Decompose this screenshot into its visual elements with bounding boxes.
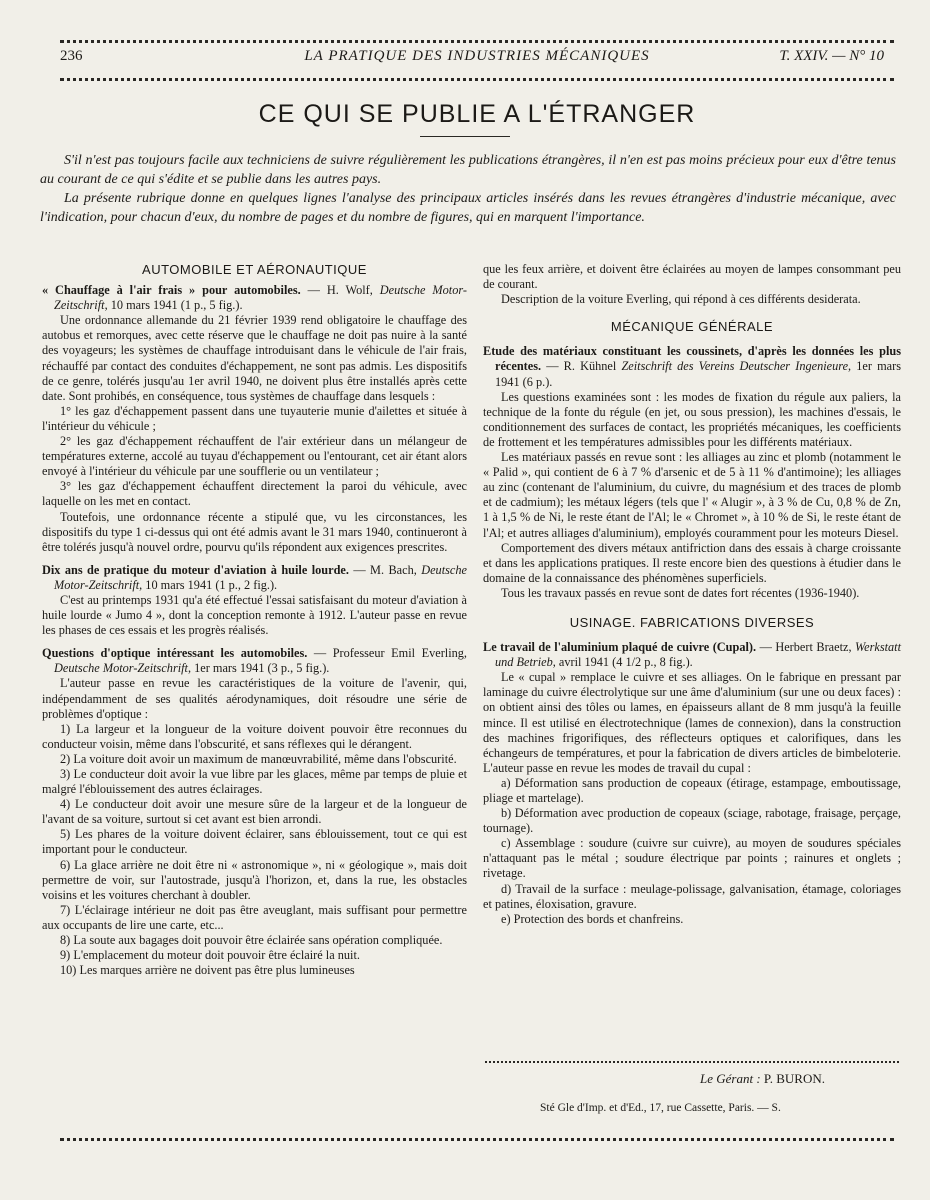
list-item: b) Déformation avec production de copeaux (sciage, rabotage, fraisage, perçage, tournage). — [483, 806, 901, 836]
article-source: Zeitschrift des Vereins Deutscher Ingenieure — [621, 359, 849, 374]
list-item: d) Travail de la surface : meulage-polissage, galvanisation, étamage, coloriages et patines, éloxisation, gravure. — [483, 881, 901, 911]
article-details: , 10 mars 1941 (1 p., 2 fig.). — [139, 577, 278, 592]
article-heading — [483, 640, 901, 670]
article-paragraph: 2° les gaz d'échappement réchauffent de l'air extérieur dans un mélangeur de températures externe, accolé au tuyau d'échappement ou l'entourant, cet air étant alors envoyé à l'intérieur du véhicule par une soufflerie ou un ventilateur ; — [42, 434, 467, 479]
intro-paragraph: La présente rubrique donne en quelques lignes l'analyse des principaux articles insérés dans les revues étrangères d'industrie mécanique, avec l'indication, pour chacun d'eux, du nombre de pages et du nombre de figures, qui en marquent l'importance. — [40, 191, 896, 225]
article-source: Werkstatt und Betrieb — [495, 640, 902, 670]
article-paragraph: Une ordonnance allemande du 21 février 1939 rend obligatoire le chauffage des autobus et remorques, avec cette réserve que le chauffage ne doit pas nuire à la santé des voyageurs; les systèmes de chauffage introduisant dans le véhicule de l'air frais, réchauffé par contact des conduites d'échappement, ne sont pas admis. Les dispositifs de ce genre, tolérés jusqu'au 1er avril 1940, ne doivent plus être installés après cette date. Sont prohibés, en conséquence, tous systèmes de chauffage dans lesquels : — [42, 313, 467, 403]
left-column — [42, 262, 467, 978]
article-author: — Professeur Emil Everling, — [307, 646, 467, 661]
bottom-dotted-rule — [60, 1138, 894, 1141]
article-details: , 1er mars 1941 (3 p., 5 fig.). — [187, 661, 330, 676]
article-paragraph: Toutefois, une ordonnance récente a stipulé que, vu les circonstances, les dispositifs du type 1 ci-dessus qui ont été admis avant le 31 mars 1940, continueront à être tolérés jusqu'à nouvel ordre, pourvu qu'ils répondent aux exigences prescrites. — [42, 509, 467, 554]
article-source: Deutsche Motor-Zeitschrift — [54, 283, 468, 313]
article-title: Le travail de l'aluminium plaqué de cuivre (Cupal). — [483, 640, 757, 655]
article-paragraph: Description de la voiture Everling, qui répond à ces différents desiderata. — [501, 292, 861, 307]
article-title: « Chauffage à l'air frais » pour automobiles. — [42, 283, 301, 298]
article-paragraph: 3° les gaz d'échappement échauffent directement la paroi du véhicule, avec laquelle on les met en contact. — [42, 479, 467, 509]
list-item: a) Déformation sans production de copeaux (étirage, estampage, emboutissage, pliage et martelage). — [483, 775, 901, 805]
article-heading — [42, 646, 467, 676]
article-paragraph: L'auteur passe en revue les caractéristiques de la voiture de l'avenir, qui, indépendamment de ses qualités aérodynamiques, doit résoudre une série de problèmes d'optique : — [42, 676, 467, 721]
list-item: 1) La largeur et la longueur de la voiture doivent pouvoir être reconnues du conducteur voisin, même dans l'obscurité, et sans réflexes qui le dérangent. — [42, 721, 467, 751]
list-item: e) Protection des bords et chanfreins. — [501, 911, 684, 926]
list-item: 9) L'emplacement du moteur doit pouvoir être éclairé la nuit. — [60, 948, 360, 963]
gerant-label: Le Gérant : — [700, 1071, 761, 1086]
article-details: , 10 mars 1941 (1 p., 5 fig.). — [104, 298, 243, 313]
article-paragraph: 1° les gaz d'échappement passent dans une tuyauterie munie d'ailettes et située à l'intérieur du véhicule ; — [42, 403, 467, 433]
gerant-signature — [700, 1071, 825, 1087]
article-author: — M. Bach, — [348, 562, 422, 577]
article-source: Deutsche Motor-Zeitschrift — [54, 661, 188, 676]
intro-paragraph: S'il n'est pas toujours facile aux techniciens de suivre régulièrement les publications étrangères, il n'en est pas moins précieux pour eux d'être tenus au courant de ce qui s'édite et se publie dans les autres pays. — [40, 153, 896, 187]
article-title: Questions d'optique intéressant les automobiles. — [42, 646, 308, 661]
page-number: 236 — [60, 48, 83, 64]
article-details: , 1er mars 1941 (6 p.). — [495, 359, 902, 389]
article-heading — [42, 563, 467, 593]
article-source: Deutsche Motor-Zeitschrift — [54, 562, 467, 592]
article-paragraph: Les questions examinées sont : les modes de fixation du régule aux paliers, la technique de la fonte du régule (en jet, ou sous pression), les machines d'essais, le conditionnement des surfaces de contact, les propriétés mécaniques, les coefficients de frottement et les températures admissibles pour les différents matériaux. — [483, 389, 901, 449]
list-item: 2) La voiture doit avoir un maximum de manœuvrabilité, même dans l'obscurité. — [60, 751, 457, 766]
article-author: — Herbert Braetz, — [756, 640, 856, 655]
section-heading-mecanique: MÉCANIQUE GÉNÉRALE — [610, 319, 774, 335]
volume-number: T. XXIV. — N° 10 — [779, 48, 884, 64]
list-item: 5) Les phares de la voiture doivent éclairer, sans éblouissement, tout ce qui est important pour le conducteur. — [42, 827, 467, 857]
journal-title: LA PRATIQUE DES INDUSTRIES MÉCANIQUES — [304, 48, 650, 64]
top-dotted-rule — [60, 40, 894, 43]
article-paragraph: C'est au printemps 1931 qu'a été effectué l'essai satisfaisant du moteur d'aviation à huile lourde « Jumo 4 », dont la conception remonte à 1912. L'auteur passe en revue les phases de ces essais et les progrès réalisés. — [42, 592, 467, 638]
article-title: Dix ans de pratique du moteur d'aviation à huile lourde. — [42, 562, 349, 577]
list-item: 8) La soute aux bagages doit pouvoir être éclairée sans opération compliquée. — [60, 933, 443, 948]
list-item: c) Assemblage : soudure (cuivre sur cuivre), au moyen de soudures spéciales n'attaquant pas le métal ; soudure électrique par points ; rainures et onglets ; rivetage. — [483, 836, 901, 881]
title-underline — [420, 136, 510, 137]
section-heading-usinage: USINAGE. FABRICATIONS DIVERSES — [569, 614, 815, 630]
intro-text — [40, 151, 896, 227]
article-title: Etude des matériaux constituant les coussinets, d'après les données les plus récentes. — [483, 344, 901, 374]
printer-imprint: Sté Gle d'Imp. et d'Ed., 17, rue Cassette, Paris. — S. — [540, 1102, 781, 1114]
article-paragraph: Les matériaux passés en revue sont : les alliages au zinc et plomb (notamment le « Palid », qui contient de 6 à 7 % d'arsenic et de 5 à 11 % d'antimoine); les alliages au zinc (contenant de l'aluminium, du cuivre, du magnésium et des traces de plomb et de cadmium); les métaux légers (tels que l' « Alugir », à 3 % de Cu, 0,8 % de Zn, 1 à 1,5 % de Ni, le reste étant de l'Al; le « Chromet », à 10 % de Si, le reste étant de l'Al; et autres alliages d'aluminium), employés couramment pour les moteurs Diesel. — [483, 450, 901, 540]
list-item: 4) Le conducteur doit avoir une mesure sûre de la largeur et de la longueur de l'avant de sa voiture, surtout si cet avant est bien arrondi. — [42, 797, 467, 827]
header-dotted-rule — [60, 78, 894, 81]
continued-paragraph: que les feux arrière, et doivent être éclairées au moyen de lampes consommant peu de courant. — [483, 262, 901, 292]
list-item: 7) L'éclairage intérieur ne doit pas être aveuglant, mais suffisant pour permettre aux occupants de lire une carte, etc... — [42, 902, 467, 932]
article-heading — [42, 283, 467, 313]
right-column — [483, 262, 901, 927]
article-author: — H. Wolf, — [300, 283, 380, 298]
gerant-name: P. BURON. — [760, 1071, 825, 1086]
list-item: 6) La glace arrière ne doit être ni « astronomique », ni « géologique », mais doit permettre de voir, sur l'autostrade, jusqu'à l'horizon, et, dans la rue, les obstacles voisins et les voitures cherchant à doubler. — [42, 857, 467, 902]
page-title: CE QUI SE PUBLIE A L'ÉTRANGER — [258, 100, 696, 128]
article-paragraph: Tous les travaux passés en revue sont de dates fort récentes (1936-1940). — [501, 585, 860, 600]
article-details: , avril 1941 (4 1/2 p., 8 fig.). — [552, 655, 693, 670]
article-paragraph: Le « cupal » remplace le cuivre et ses alliages. On le fabrique en pressant par laminage du cuivre électrolytique sur une âme d'aluminium (sur une ou deux faces) : on obtient ainsi des tôles ou lames, en épaisseurs allant de 8 mm jusqu'à la feuille mince. Il est utilisé en électrotechnique (lames de connexion), dans la construction des machines frigorifiques, des réflecteurs optiques et calorifiques, dans les échangeurs de températures, et pour la fabrication de divers articles de bimbeloterie. L'auteur passe en revue les modes de travail du cupal : — [483, 670, 901, 775]
list-item: 10) Les marques arrière ne doivent pas être plus lumineuses — [60, 963, 355, 978]
article-author: — R. Kühnel — [541, 359, 622, 374]
closing-dotted-rule — [485, 1061, 899, 1063]
running-header — [60, 48, 894, 70]
article-paragraph: Comportement des divers métaux antifriction dans des essais à charge croissante et dans les applications pratiques. Il reste encore bien des questions à étudier dans le domaine de la connaissance des phénomènes superficiels. — [483, 540, 901, 585]
article-heading — [483, 344, 901, 389]
list-item: 3) Le conducteur doit avoir la vue libre par les glaces, même par temps de pluie et malgré l'éblouissement des autres éclairages. — [42, 767, 467, 797]
section-heading-automobile: AUTOMOBILE ET AÉRONAUTIQUE — [142, 262, 367, 277]
